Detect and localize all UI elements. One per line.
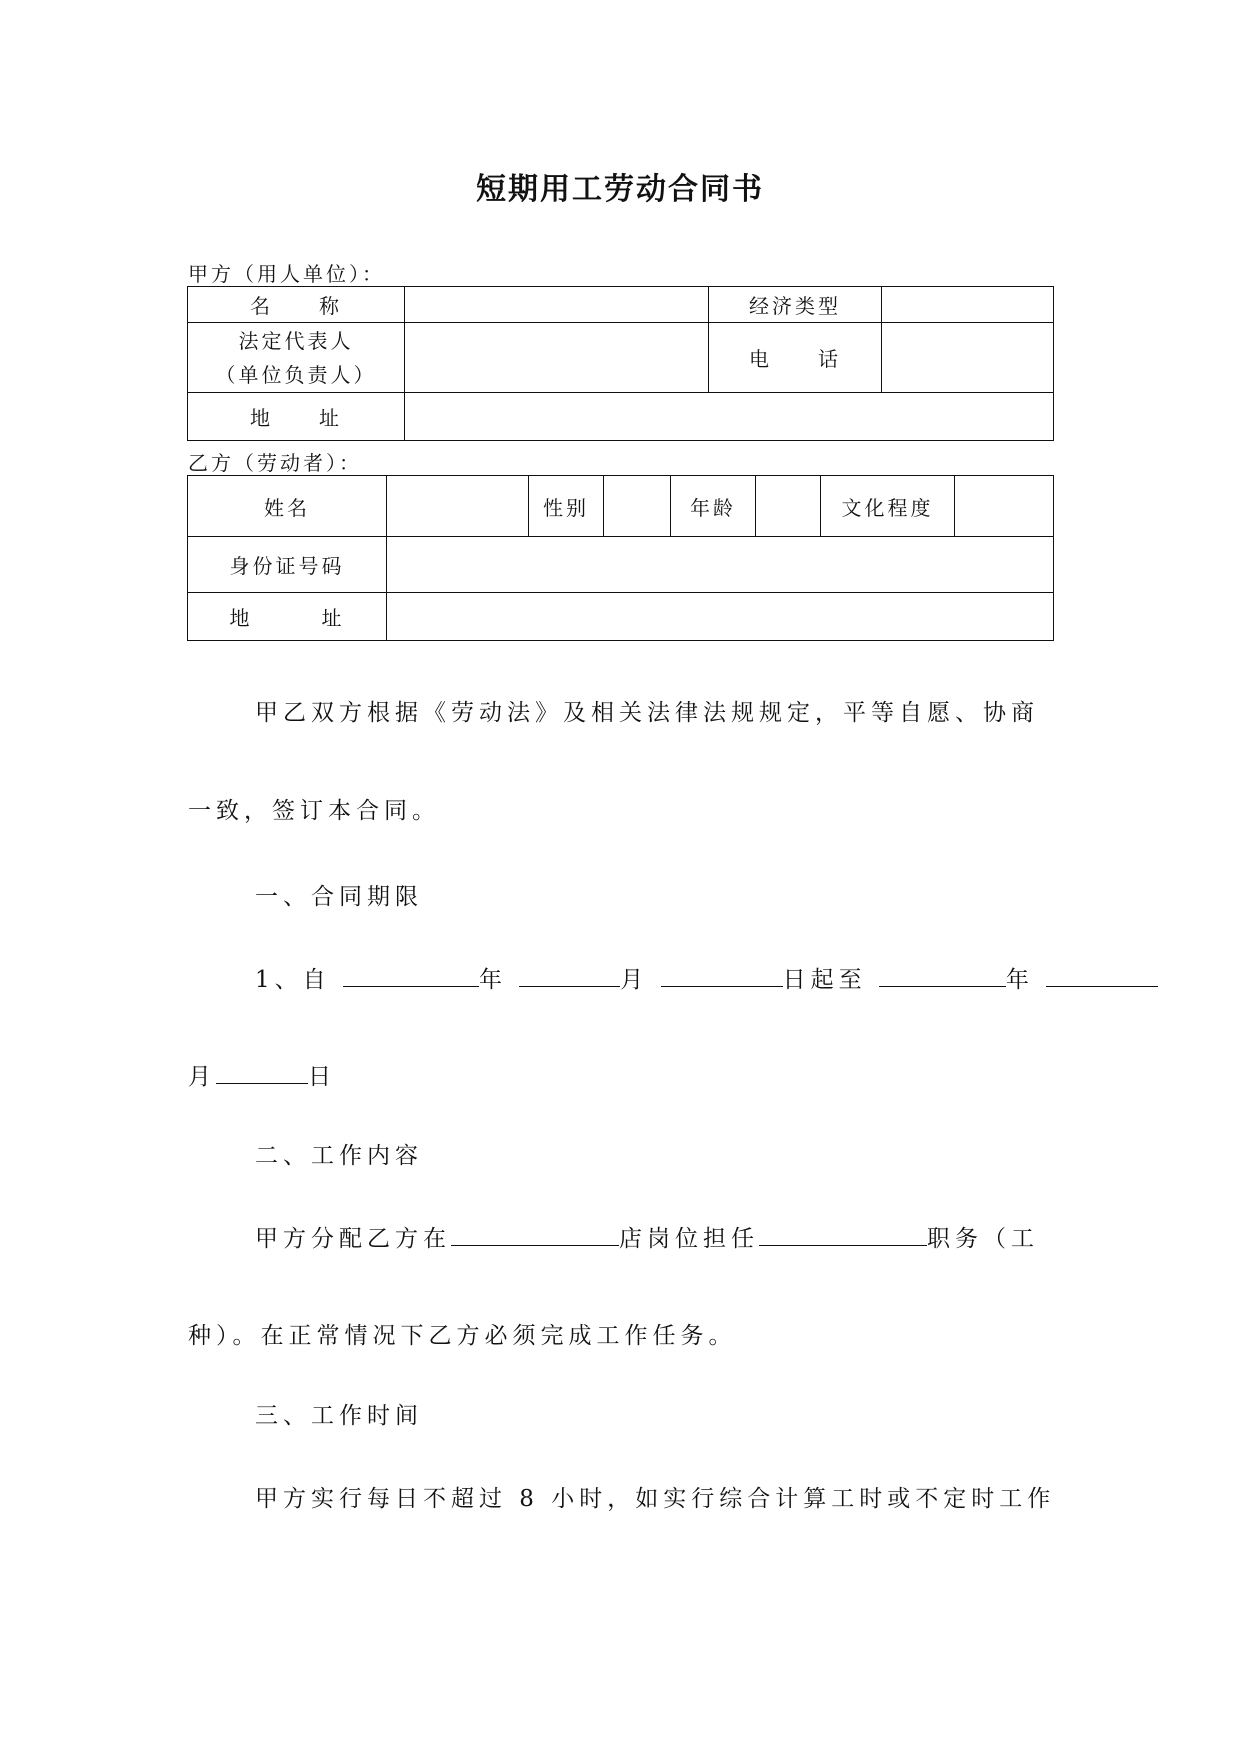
party-b-address-field[interactable] — [387, 593, 1054, 641]
party-a-econ-type-field[interactable] — [882, 287, 1054, 323]
party-a-address-field[interactable] — [405, 393, 1054, 441]
work-assign-text: 甲方分配乙方在 — [255, 1226, 451, 1252]
duty-blank[interactable] — [759, 1220, 927, 1246]
party-b-education-label: 文化程度 — [821, 476, 955, 537]
party-a-table — [187, 286, 1054, 441]
party-a-phone-label: 电 话 — [709, 323, 882, 393]
store-blank[interactable] — [451, 1220, 619, 1246]
start-month-text: 月 — [620, 967, 649, 993]
legal-rep-line-1: 法定代表人 — [238, 328, 354, 353]
term-from-text: 1、自 — [255, 967, 331, 993]
section-1-title: 一、合同期限 — [255, 884, 423, 910]
party-a-legal-rep-label — [188, 323, 405, 393]
end-month-text: 月 — [188, 1064, 216, 1090]
work-position-text: 店岗位担任 — [619, 1226, 759, 1252]
work-duty-text: 职务（工 — [927, 1226, 1039, 1252]
party-a-address-label: 地 址 — [188, 393, 405, 441]
party-b-name-label: 姓名 — [188, 476, 387, 537]
intro-line-2: 一致，签订本合同。 — [188, 798, 440, 824]
work-content-line-1 — [255, 1220, 1039, 1253]
party-b-gender-label: 性别 — [529, 476, 604, 537]
document-title: 短期用工劳动合同书 — [476, 172, 764, 207]
start-month-blank[interactable] — [519, 961, 620, 987]
party-a-label: 甲方（用人单位）： — [188, 262, 385, 286]
party-b-address-label: 地 址 — [188, 593, 387, 641]
party-b-id-field[interactable] — [387, 537, 1054, 593]
party-b-id-label: 身份证号码 — [188, 537, 387, 593]
party-b-table — [187, 475, 1054, 641]
party-b-age-label: 年龄 — [671, 476, 756, 537]
start-year-blank[interactable] — [343, 961, 479, 987]
party-b-gender-field[interactable] — [604, 476, 671, 537]
start-day-text: 日起至 — [782, 967, 867, 993]
party-b-name-field[interactable] — [387, 476, 529, 537]
party-a-econ-type-label: 经济类型 — [709, 287, 882, 323]
party-a-name-label: 名 称 — [188, 287, 405, 323]
end-month-blank-start[interactable] — [1046, 961, 1158, 987]
end-day-text: 日 — [308, 1064, 336, 1090]
intro-line-1: 甲乙双方根据《劳动法》及相关法律法规规定，平等自愿、协商 — [255, 700, 1039, 726]
party-a-name-field[interactable] — [405, 287, 709, 323]
section-2-title: 二、工作内容 — [255, 1143, 423, 1169]
work-content-line-2: 种）。在正常情况下乙方必须完成工作任务。 — [188, 1323, 737, 1349]
start-day-blank[interactable] — [661, 961, 783, 987]
party-b-age-field[interactable] — [756, 476, 821, 537]
section-3-title: 三、工作时间 — [255, 1403, 423, 1429]
party-a-phone-field[interactable] — [882, 323, 1054, 393]
party-b-education-field[interactable] — [955, 476, 1054, 537]
end-year-text: 年 — [1005, 967, 1034, 993]
end-day-blank[interactable] — [216, 1058, 308, 1084]
party-a-legal-rep-field[interactable] — [405, 323, 709, 393]
work-hours-line: 甲方实行每日不超过 8 小时，如实行综合计算工时或不定时工作 — [255, 1486, 1056, 1512]
legal-rep-line-2: （单位负责人） — [215, 362, 377, 387]
party-b-label: 乙方（劳动者）： — [188, 451, 362, 475]
contract-term-line-2 — [188, 1058, 336, 1091]
end-year-blank[interactable] — [879, 961, 1006, 987]
contract-term-line — [255, 961, 1158, 994]
start-year-text: 年 — [478, 967, 507, 993]
